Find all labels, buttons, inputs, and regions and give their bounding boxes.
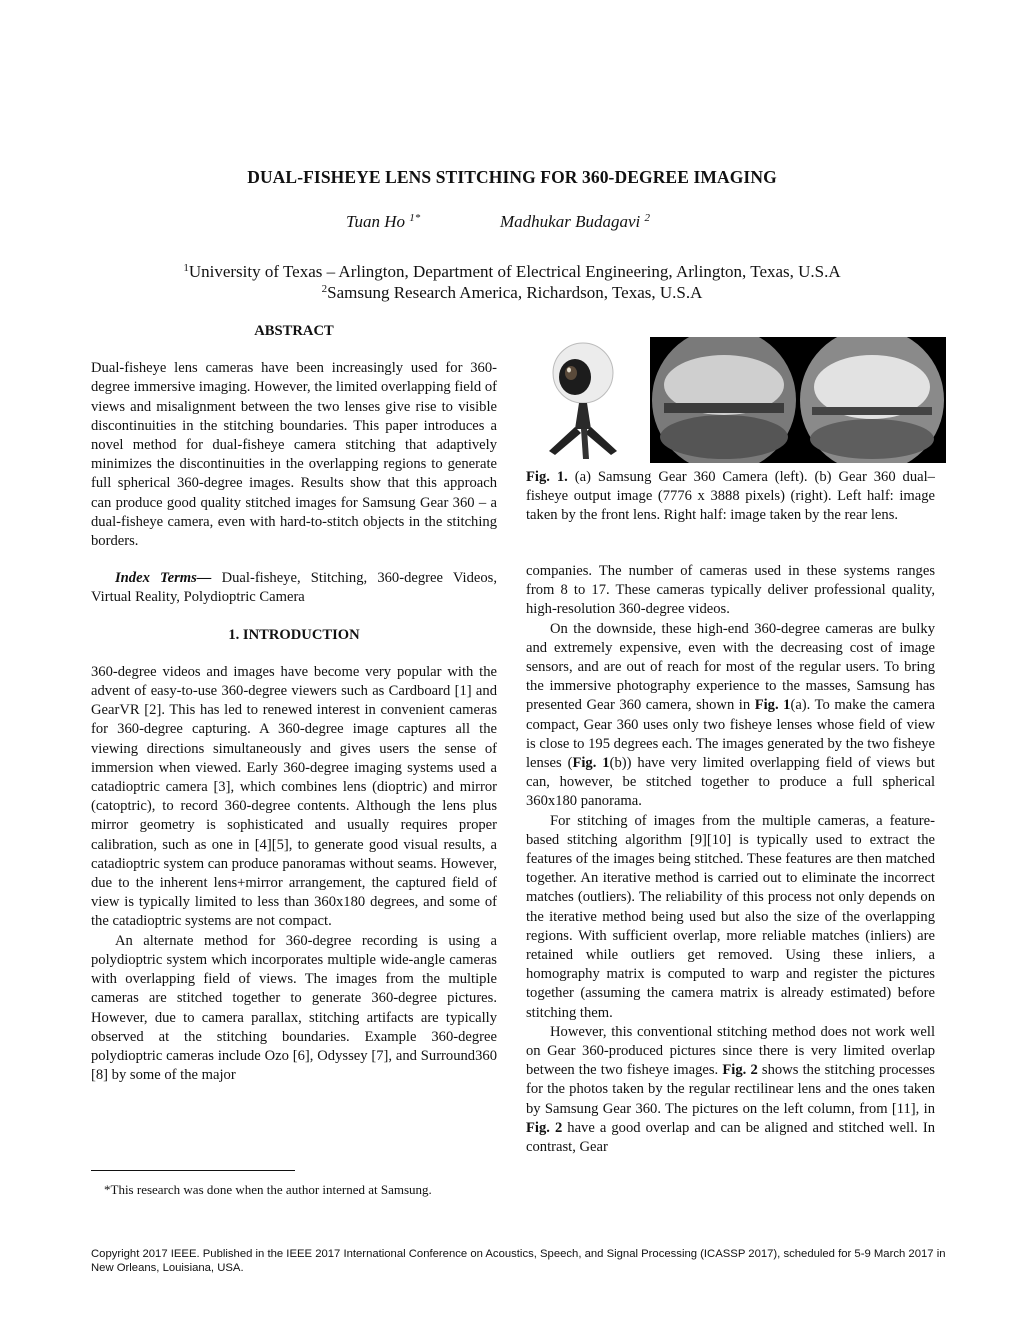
copyright-notice: Copyright 2017 IEEE. Published in the IEEE 2017 International Conference on Acoustics, Speech, and Signal Processing (ICASSP 2017), scheduled for 5-9 March 2017 in New Orleans, Louisiana, USA.	[91, 1248, 946, 1274]
intro-paragraph-1: 360-degree videos and images have become very popular with the advent of easy-to-use 360-degree viewers such as Cardboard [1] and GearVR [2]. This has led to renewed interest in convenient cameras for 360-degree capturing. A 360-degree image captures all the viewing directions simultaneously and gives users the sense of immersion when viewed. Early 360-degree imaging systems used a catadioptric camera [3], which combines lens (dioptric) and mirror (catoptric), to record 360-degree contents. Although the lens plus mirror geometry is sophisticated and usually requires proper calibration, such as one in [4][5], to generate good visual results, a catadioptric system can produce panoramas without seams. However, due to the inherent lens+mirror arrangement, the captured field of view is typically limited to less than 360x180 degrees, and some of the catadioptric systems are not compact.	[91, 663, 497, 930]
gear-360-camera-image	[535, 337, 635, 463]
affiliation-2: $^2$Samsung Research America, Richardson, Texas, U.S.A	[321, 283, 703, 302]
intro-paragraph-2: An alternate method for 360-degree recording is using a polydioptric system which incorporates multiple wide-angle cameras with overlapping field of views. The images from the multiple cameras are stitched together to generate 360-degree pictures. However, due to camera parallax, stitching artifacts are typically observed at the stitching boundaries. Example 360-degree polydioptric cameras include Ozo [6], Odyssey [7], and Surround360 [8] by some of the major	[91, 932, 497, 1084]
author-2: Madhukar Budagavi $^2$	[500, 212, 650, 231]
intro-paragraph-5: For stitching of images from the multiple cameras, a feature-based stitching algorithm [9][10] is typically used to extract the features of the images being stitched. These features are then matched together. An iterative method is carried out to eliminate the incorrect matches (outliers). The reliability of this process not only depends on the iterative method being used but also the size of the overlapping regions. With sufficient overlap, more reliable matches (inliers) are retained while outliers get removed. Using these inliers, a homography matrix is computed to warp and register the pictures together (assuming the camera matrix is already estimated) before stitching them.	[526, 812, 935, 1021]
dual-fisheye-image	[650, 337, 946, 463]
paper-title: DUAL-FISHEYE LENS STITCHING FOR 360-DEGREE IMAGING	[247, 167, 777, 187]
figure-1	[535, 337, 935, 463]
affiliation-1: $^1$University of Texas – Arlington, Department of Electrical Engineering, Arlington, Texas, U.S.A	[183, 262, 841, 281]
intro-paragraph-4: On the downside, these high-end 360-degree cameras are bulky and extremely expensive, even with the decreasing cost of image sensors, and are out of reach for most of the regular users. To bring the immersive photography experience to the masses, Samsung has presented Gear 360 camera, shown in Fig. 1(a). To make the camera compact, Gear 360 uses only two fisheye lenses whose field of view is close to 195 degrees each. The images generated by the two fisheye lenses (Fig. 1(b)) have very limited overlapping field of views but can, however, be stitched together to produce a full spherical 360x180 panorama.	[526, 620, 935, 810]
footnote: *This research was done when the author interned at Samsung.	[104, 1182, 432, 1197]
intro-paragraph-6: However, this conventional stitching method does not work well on Gear 360-produced pictures since there is very limited overlap between the two fisheye images. Fig. 2 shows the stitching processes for the photos taken by the regular rectilinear lens and the ones taken by Samsung Gear 360. The pictures on the left column, from [11], in Fig. 2 have a good overlap and can be aligned and stitched well. In contrast, Gear	[526, 1023, 935, 1156]
index-terms: Index Terms— Dual-fisheye, Stitching, 360-degree Videos, Virtual Reality, Polydioptric Camera	[91, 570, 497, 606]
footnote-rule	[91, 1170, 295, 1171]
right-column	[526, 562, 935, 1157]
author-1: Tuan Ho $^{1*}$	[346, 212, 421, 231]
abstract-heading: ABSTRACT	[254, 323, 334, 339]
left-column	[91, 322, 497, 1085]
figure-1-caption: Fig. 1. (a) Samsung Gear 360 Camera (left). (b) Gear 360 dual–fisheye output image (7776 x 3888 pixels) (right). Left half: image taken by the front lens. Right half: image taken by the rear lens.	[526, 469, 935, 524]
intro-heading: 1. INTRODUCTION	[228, 626, 360, 643]
intro-paragraph-3: companies. The number of cameras used in these systems ranges from 8 to 17. These cameras typically deliver professional quality, high-resolution 360-degree videos.	[526, 563, 935, 618]
abstract-text: Dual-fisheye lens cameras have been increasingly used for 360-degree immersive imaging. However, the limited overlapping field of views and misalignment between the two lenses give rise to visible discontinuities in the stitching boundaries. This paper introduces a novel method for dual-fisheye camera stitching that adaptively minimizes the discontinuities in the overlapping regions to generate full spherical 360-degree images. Results show that this approach can produce good quality stitched images for Samsung Gear 360 – a dual-fisheye camera, even with hard-to-stitch objects in the stitching borders.	[91, 360, 497, 550]
